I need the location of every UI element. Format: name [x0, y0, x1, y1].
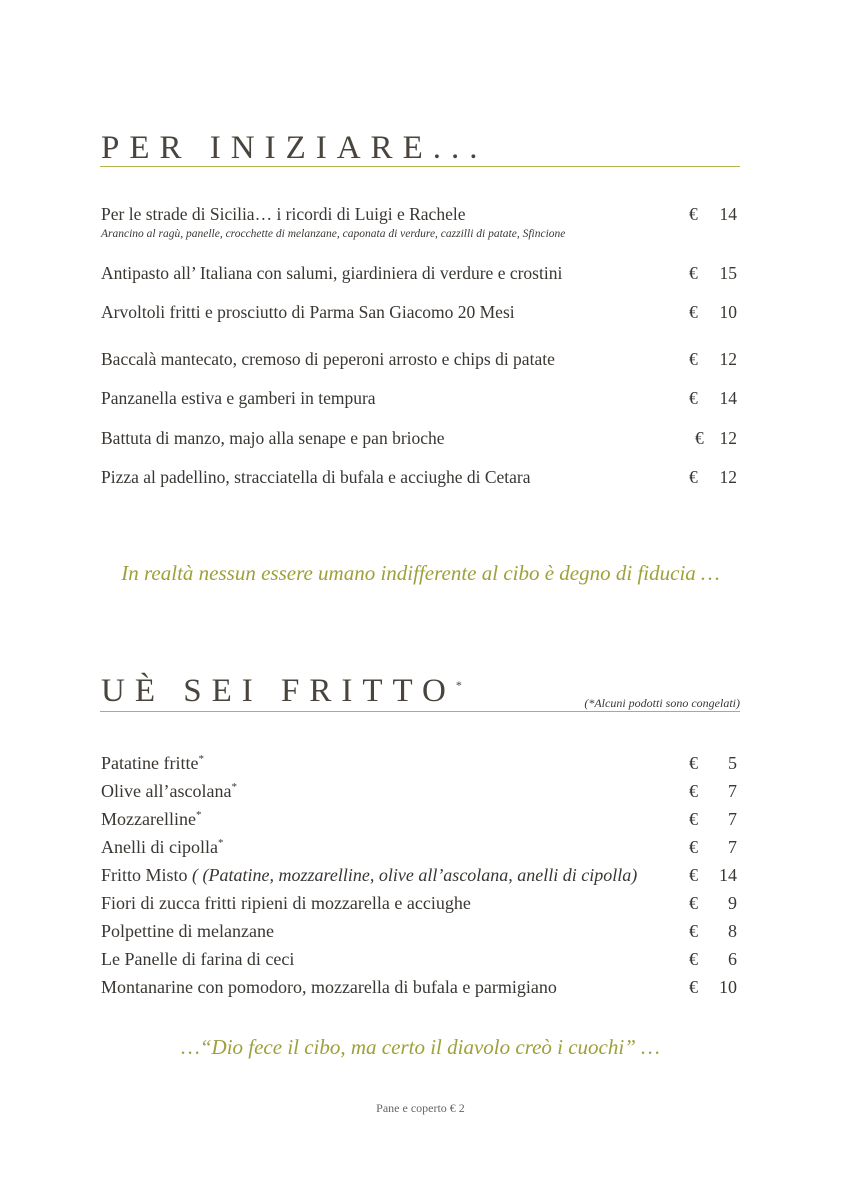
- item-name: Montanarine con pomodoro, mozzarella di bufala e parmigiano: [101, 977, 557, 997]
- item-name: Pizza al padellino, stracciatella di bufala e acciughe di Cetara: [101, 467, 531, 487]
- quote-text: In realtà nessun essere umano indifferente al cibo è degno di fiducia …: [121, 561, 720, 585]
- currency: €: [689, 921, 698, 941]
- item-name: Olive all’ascolana*: [101, 781, 237, 801]
- item-name: Le Panelle di farina di ceci: [101, 949, 295, 969]
- item-price: 10: [719, 977, 737, 997]
- item-price: 8: [728, 921, 737, 941]
- currency: €: [689, 809, 698, 829]
- currency: €: [689, 977, 698, 997]
- currency: €: [689, 753, 698, 773]
- asterisk-mark: *: [195, 809, 202, 821]
- currency: €: [689, 949, 698, 969]
- asterisk-mark: *: [455, 678, 462, 692]
- currency: €: [689, 204, 698, 224]
- currency: €: [689, 781, 698, 801]
- item-price: 14: [719, 865, 737, 885]
- item-detail: ( (Patatine, mozzarelline, olive all’ascolana, anelli di cipolla): [192, 865, 638, 885]
- item-name: Per le strade di Sicilia… i ricordi di Luigi e Rachele: [101, 204, 466, 224]
- currency: €: [689, 388, 698, 408]
- asterisk-mark: *: [231, 781, 237, 793]
- item-price: 7: [728, 781, 737, 801]
- item-price: 14: [719, 204, 737, 224]
- currency: €: [689, 302, 698, 322]
- item-price: 6: [728, 949, 737, 969]
- item-price: 14: [719, 388, 737, 408]
- item-price: 5: [728, 753, 737, 773]
- asterisk-mark: *: [217, 837, 224, 849]
- item-price: 12: [719, 349, 737, 369]
- asterisk-mark: *: [198, 753, 204, 765]
- section-title-text: UÈ SEI FRITTO: [101, 673, 456, 709]
- currency: €: [689, 467, 698, 487]
- currency: €: [689, 349, 698, 369]
- item-price: 7: [728, 837, 737, 857]
- item-price: 10: [719, 302, 737, 322]
- item-price: 7: [728, 809, 737, 829]
- item-price: 15: [719, 263, 737, 283]
- item-name: Baccalà mantecato, cremoso di peperoni arrosto e chips di patate: [101, 349, 555, 369]
- item-price: 12: [719, 467, 737, 487]
- section-divider: [100, 166, 740, 167]
- item-name: Fiori di zucca fritti ripieni di mozzarella e acciughe: [101, 893, 471, 913]
- item-name: Panzanella estiva e gamberi in tempura: [101, 388, 376, 408]
- item-name: Arvoltoli fritti e prosciutto di Parma San Giacomo 20 Mesi: [101, 302, 515, 322]
- item-name: Polpettine di melanzane: [101, 921, 274, 941]
- section-title-ue-sei-fritto: [101, 673, 462, 710]
- quote-text: …“Dio fece il cibo, ma certo il diavolo creò i cuochi” …: [181, 1035, 660, 1059]
- currency: €: [689, 837, 698, 857]
- item-name: Fritto Misto ( (Patatine, mozzarelline, olive all’ascolana, anelli di cipolla): [101, 865, 638, 885]
- section-title-per-iniziare: PER INIZIARE...: [101, 130, 488, 166]
- item-name: Antipasto all’ Italiana con salumi, giardiniera di verdure e crostini: [101, 263, 563, 283]
- frozen-products-note: (*Alcuni podotti sono congelati): [584, 696, 740, 710]
- item-name: Mozzarelline*: [101, 809, 202, 829]
- cover-charge-footer: Pane e coperto € 2: [376, 1101, 465, 1115]
- item-name: Patatine fritte*: [101, 753, 204, 773]
- item-description: Arancino al ragù, panelle, crocchette di melanzane, caponata di verdure, cazzilli di patate, Sfincione: [101, 228, 566, 240]
- currency: €: [689, 263, 698, 283]
- currency: €: [689, 865, 698, 885]
- item-name: Battuta di manzo, majo alla senape e pan brioche: [101, 428, 445, 448]
- currency: €: [695, 428, 704, 448]
- item-price: 12: [719, 428, 737, 448]
- item-name: Anelli di cipolla*: [101, 837, 224, 857]
- currency: €: [689, 893, 698, 913]
- section-divider: [100, 711, 740, 712]
- item-price: 9: [728, 893, 737, 913]
